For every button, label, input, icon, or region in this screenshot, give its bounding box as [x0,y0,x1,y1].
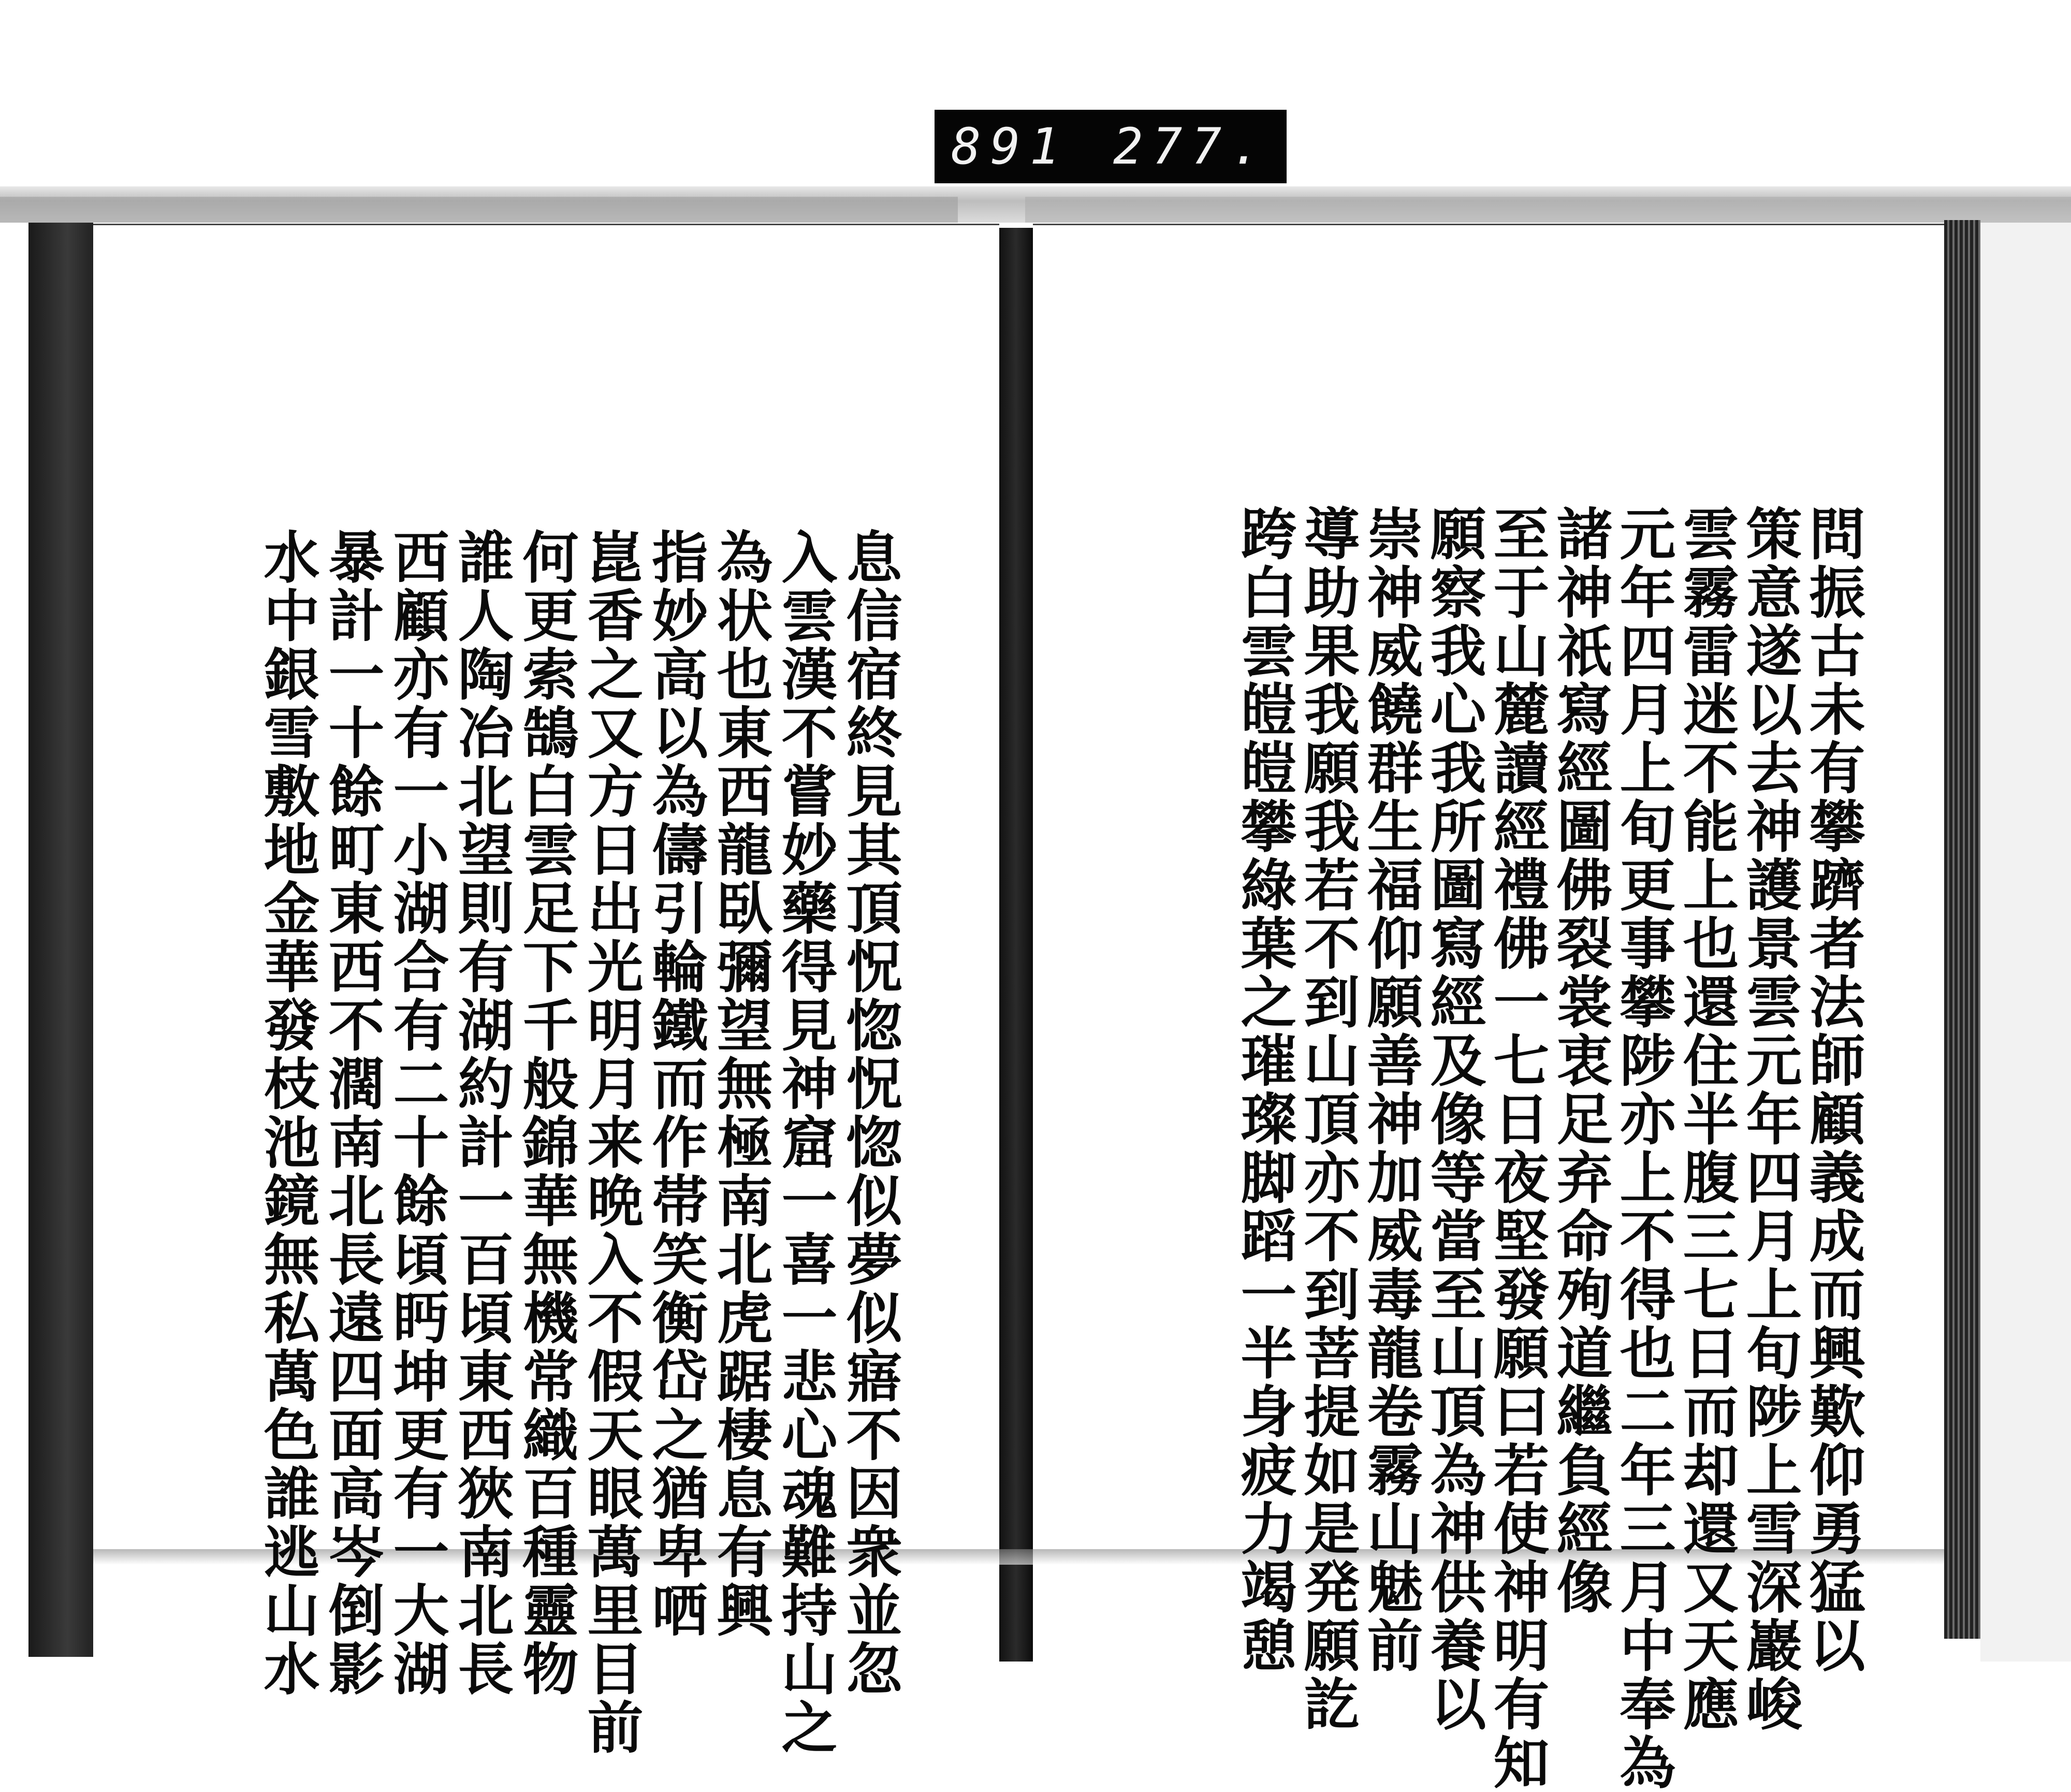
right-page-column-10: 跨白雲皚皚攀綠葉之璀璨脚蹈一半身疲力竭憩 [1231,505,1296,1675]
right-page-column-8: 崇神威饒群生福仰願善神加威毒龍卷霧山魅前 [1358,505,1423,1675]
scan-strip-shadow-right [1025,197,2071,223]
right-page-column-2: 策意遂以去神護景雲元年四月上旬陟上雪深巖峻 [1737,505,1802,1733]
frame-number: 277. [1113,118,1270,176]
right-page-column-1: 問振古未有攀躋者法師顧義成而興歎仰勇猛以 [1800,505,1865,1675]
left-page-column-5: 崑香之又方日出光明月来晩入不假天眼萬里目前 [578,528,643,1757]
left-page-column-9: 暴計一十餘町東西不濶南北長遠四面高岑倒影 [319,528,384,1698]
left-page-column-1: 息信宿終見其頂怳惚怳惚似夢似寤不因衆並忽 [837,528,902,1698]
left-page-column-4: 指妙高以為儔引輪鐵而作帯笑衡岱之猶卑哂 [643,528,708,1640]
reel-number: 891 [951,118,1069,176]
right-page-column-5: 諸神祇寫經圖佛裂裳衷足弃命殉道繼負經像 [1547,505,1612,1616]
right-page-column-6: 至于山麓讀經禮佛一七日夜堅發願曰若使神明有知 [1484,505,1549,1792]
left-page-column-2: 入雲漢不嘗妙藥得見神窟一喜一悲心魂難持山之 [772,528,837,1757]
book-left-edge [28,223,93,1657]
right-page-column-3: 雲霧雷迷不能上也還住半腹三七日而却還又天應 [1673,505,1739,1733]
scan-strip-shadow-left [0,197,958,223]
left-page-column-6: 何更索鵠白雲足下千般錦華無機常織百種靈物 [513,528,578,1698]
scan-background [1980,223,2071,1662]
right-page-column-7: 願察我心我所圖寫經及像等當至山頂為神供養以 [1421,505,1486,1733]
right-page-column-9: 導助果我願我若不到山頂亦不到菩提如是発願訖 [1294,505,1360,1733]
left-page-column-3: 為状也東西龍臥彌望無極南北虎踞棲息有興 [707,528,772,1640]
book-spine [999,228,1033,1662]
left-page-column-8: 西顧亦有一小湖合有二十餘頃眄坤更有一大湖 [384,528,449,1698]
left-page-column-7: 誰人陶冶北望則有湖約計一百頃東西狹南北長 [448,528,514,1698]
reel-label [935,110,1287,183]
left-page-column-10: 水中銀雪敷地金華發枝池鏡無私萬色誰逃山水 [254,528,319,1698]
right-page-column-4: 元年四月上旬更事攀陟亦上不得也二年三月中奉為 [1610,505,1675,1792]
book-right-edge [1944,220,1980,1639]
